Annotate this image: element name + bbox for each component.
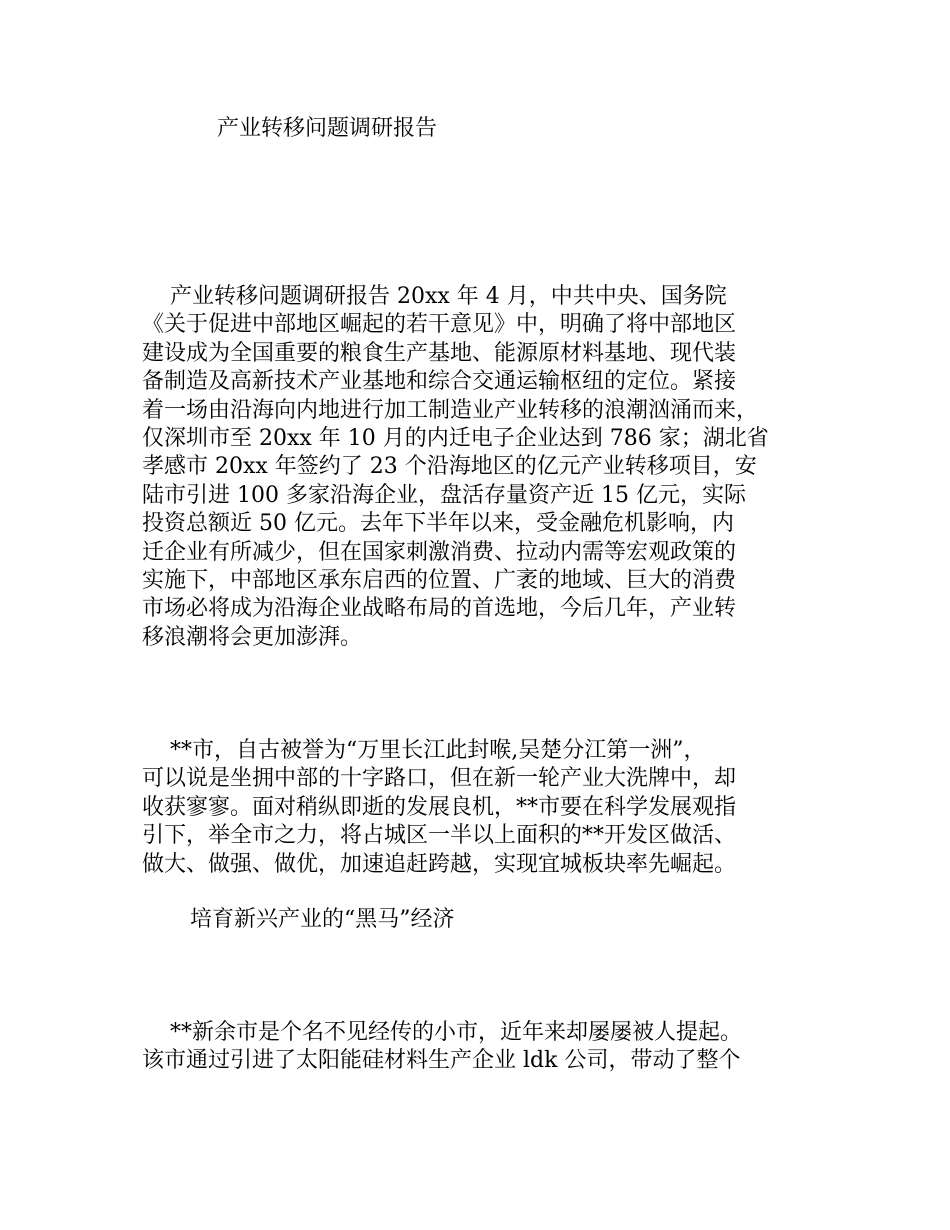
text-line: 移浪潮将会更加澎湃。 bbox=[142, 624, 363, 650]
text-line: 迁企业有所减少，但在国家刺激消费、拉动内需等宏观政策的 bbox=[142, 539, 737, 565]
text-line: 仅深圳市至 20xx 年 10 月的内迁电子企业达到 786 家；湖北省 bbox=[142, 425, 769, 451]
text-line: 投资总额近 50 亿元。去年下半年以来，受金融危机影响，内 bbox=[142, 511, 734, 537]
section-heading: 培育新兴产业的“黑马”经济 bbox=[190, 907, 455, 932]
paragraph-city bbox=[142, 737, 736, 879]
text-line: 陆市引进 100 多家沿海企业，盘活存量资产近 15 亿元，实际 bbox=[142, 482, 746, 508]
paragraph-intro bbox=[142, 283, 769, 652]
text-line: 实施下，中部地区承东启西的位置、广袤的地域、巨大的消费 bbox=[142, 567, 737, 593]
text-line: **新余市是个名不见经传的小市，近年来却屡屡被人提起。 bbox=[142, 1020, 742, 1045]
text-line: 备制造及高新技术产业基地和综合交通运输枢纽的定位。紧接 bbox=[142, 369, 737, 395]
text-line: **市，自古被誉为“万里长江此封喉,吴楚分江第一洲”， bbox=[142, 738, 706, 763]
text-line: 该市通过引进了太阳能硅材料生产企业 ldk 公司，带动了整个 bbox=[142, 1048, 741, 1074]
paragraph-xinyu bbox=[142, 1019, 742, 1076]
text-line: 做大、做强、做优，加速追赶跨越，实现宜城板块率先崛起。 bbox=[142, 851, 737, 877]
text-line: 可以说是坐拥中部的十字路口，但在新一轮产业大洗牌中，却 bbox=[142, 766, 737, 792]
document-title: 产业转移问题调研报告 bbox=[217, 116, 438, 141]
text-line: 《关于促进中部地区崛起的若干意见》中，明确了将中部地区 bbox=[142, 312, 737, 338]
text-line: 孝感市 20xx 年签约了 23 个沿海地区的亿元产业转移项目，安 bbox=[142, 454, 757, 480]
text-line: 引下，举全市之力，将占城区一半以上面积的**开发区做活、 bbox=[142, 823, 737, 849]
text-line: 收获寥寥。面对稍纵即逝的发展良机，**市要在科学发展观指 bbox=[142, 794, 737, 820]
text-line: 建设成为全国重要的粮食生产基地、能源原材料基地、现代装 bbox=[142, 340, 737, 366]
text-line: 着一场由沿海向内地进行加工制造业产业转移的浪潮汹涌而来， bbox=[142, 397, 759, 423]
text-line: 产业转移问题调研报告 20xx 年 4 月，中共中央、国务院 bbox=[142, 284, 727, 309]
text-line: 市场必将成为沿海企业战略布局的首选地，今后几年，产业转 bbox=[142, 596, 737, 622]
